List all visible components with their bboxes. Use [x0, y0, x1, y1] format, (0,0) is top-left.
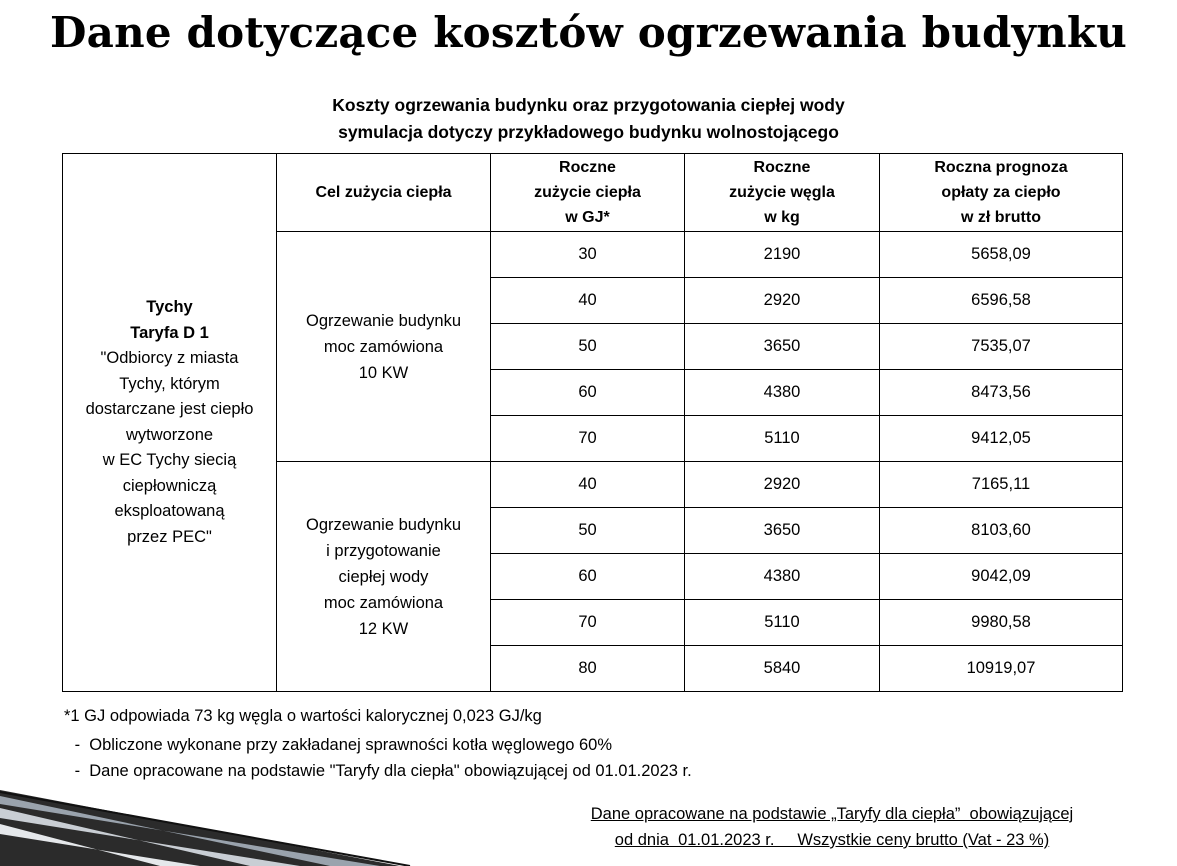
- city-description-line: wytworzone: [125, 425, 214, 444]
- header-heat: [491, 154, 685, 232]
- header-cost: [880, 154, 1123, 232]
- header-coal: [685, 154, 880, 232]
- coal-kg-cell: 5840: [685, 646, 880, 692]
- cost-pln-cell: 9412,05: [880, 416, 1123, 462]
- coal-kg-cell: 3650: [685, 508, 880, 554]
- table-title-line-1: Koszty ogrzewania budynku oraz przygotowania ciepłej wody: [332, 95, 845, 115]
- header-heat-line: w GJ*: [565, 209, 610, 226]
- table-header-row: [63, 154, 1123, 232]
- header-cost-line: opłaty za ciepło: [941, 184, 1061, 201]
- city-tariff-cell: [63, 154, 277, 692]
- cost-pln-cell: 5658,09: [880, 232, 1123, 278]
- coal-kg-cell: 4380: [685, 554, 880, 600]
- coal-kg-cell: 5110: [685, 416, 880, 462]
- cost-pln-cell: 10919,07: [880, 646, 1123, 692]
- coal-kg-cell: 5110: [685, 600, 880, 646]
- coal-kg-cell: 4380: [685, 370, 880, 416]
- source-note-line-2: od dnia 01.01.2023 r. Wszystkie ceny brutto (Vat - 23 %): [614, 831, 1050, 849]
- cost-pln-cell: 7535,07: [880, 324, 1123, 370]
- header-cost-line: Roczna prognoza: [934, 159, 1068, 176]
- city-description-line: ciepłowniczą: [122, 476, 217, 495]
- heat-gj-cell: 50: [491, 508, 685, 554]
- header-purpose: Cel zużycia ciepła: [277, 154, 491, 232]
- coal-kg-cell: 2920: [685, 278, 880, 324]
- city-name: Tychy: [146, 298, 193, 316]
- cost-pln-cell: 9042,09: [880, 554, 1123, 600]
- header-heat-line: zużycie ciepła: [534, 184, 641, 201]
- cost-pln-cell: 9980,58: [880, 600, 1123, 646]
- header-heat-line: Roczne: [559, 159, 616, 176]
- purpose-cell: [277, 232, 491, 462]
- header-coal-line: w kg: [764, 209, 800, 226]
- purpose-line: moc zamówiona: [323, 337, 444, 356]
- city-description-line: dostarczane jest ciepło: [85, 400, 254, 418]
- header-coal-line: zużycie węgla: [729, 184, 835, 201]
- page-title: Dane dotyczące kosztów ogrzewania budynku: [50, 8, 1127, 57]
- coal-kg-cell: 3650: [685, 324, 880, 370]
- cost-pln-cell: 8103,60: [880, 508, 1123, 554]
- cost-pln-cell: 6596,58: [880, 278, 1123, 324]
- footnote-gj-conversion: *1 GJ odpowiada 73 kg węgla o wartości kalorycznej 0,023 GJ/kg: [64, 707, 542, 725]
- header-cost-line: w zł brutto: [961, 209, 1041, 226]
- cost-pln-cell: 7165,11: [880, 462, 1123, 508]
- heat-gj-cell: 60: [491, 370, 685, 416]
- purpose-line: Ogrzewanie budynku: [305, 515, 461, 534]
- city-description-line: eksploatowaną: [114, 502, 225, 520]
- heating-cost-table: [62, 153, 1123, 692]
- heat-gj-cell: 70: [491, 416, 685, 462]
- heat-gj-cell: 30: [491, 232, 685, 278]
- purpose-line: ciepłej wody: [338, 567, 429, 586]
- heat-gj-cell: 50: [491, 324, 685, 370]
- purpose-line: Ogrzewanie budynku: [305, 311, 461, 330]
- footnote-boiler-efficiency: - Obliczone wykonane przy zakładanej sprawności kotła węglowego 60%: [70, 736, 613, 754]
- purpose-line: 10 KW: [358, 363, 409, 382]
- corner-decoration: [0, 790, 420, 866]
- tariff-name: Taryfa D 1: [130, 323, 209, 342]
- coal-kg-cell: 2190: [685, 232, 880, 278]
- heat-gj-cell: 40: [491, 462, 685, 508]
- city-description-line: "Odbiorcy z miasta: [100, 349, 239, 367]
- footnote-tariff-source: - Dane opracowane na podstawie "Taryfy dla ciepła" obowiązującej od 01.01.2023 r.: [70, 762, 692, 780]
- purpose-line: 12 KW: [358, 619, 409, 638]
- heat-gj-cell: 40: [491, 278, 685, 324]
- coal-kg-cell: 2920: [685, 462, 880, 508]
- purpose-line: moc zamówiona: [323, 593, 444, 612]
- heat-gj-cell: 60: [491, 554, 685, 600]
- header-coal-line: Roczne: [753, 159, 811, 176]
- cost-pln-cell: 8473,56: [880, 370, 1123, 416]
- table-title-line-2: symulacja dotyczy przykładowego budynku wolnostojącego: [338, 122, 839, 142]
- city-description-line: Tychy, którym: [119, 374, 220, 393]
- purpose-line: i przygotowanie: [326, 541, 441, 560]
- heat-gj-cell: 70: [491, 600, 685, 646]
- heat-gj-cell: 80: [491, 646, 685, 692]
- city-description-line: przez PEC": [127, 527, 212, 546]
- city-description-line: w EC Tychy siecią: [102, 451, 237, 469]
- source-note-line-1: Dane opracowane na podstawie „Taryfy dla ciepła” obowiązującej: [590, 805, 1074, 823]
- purpose-cell: [277, 462, 491, 692]
